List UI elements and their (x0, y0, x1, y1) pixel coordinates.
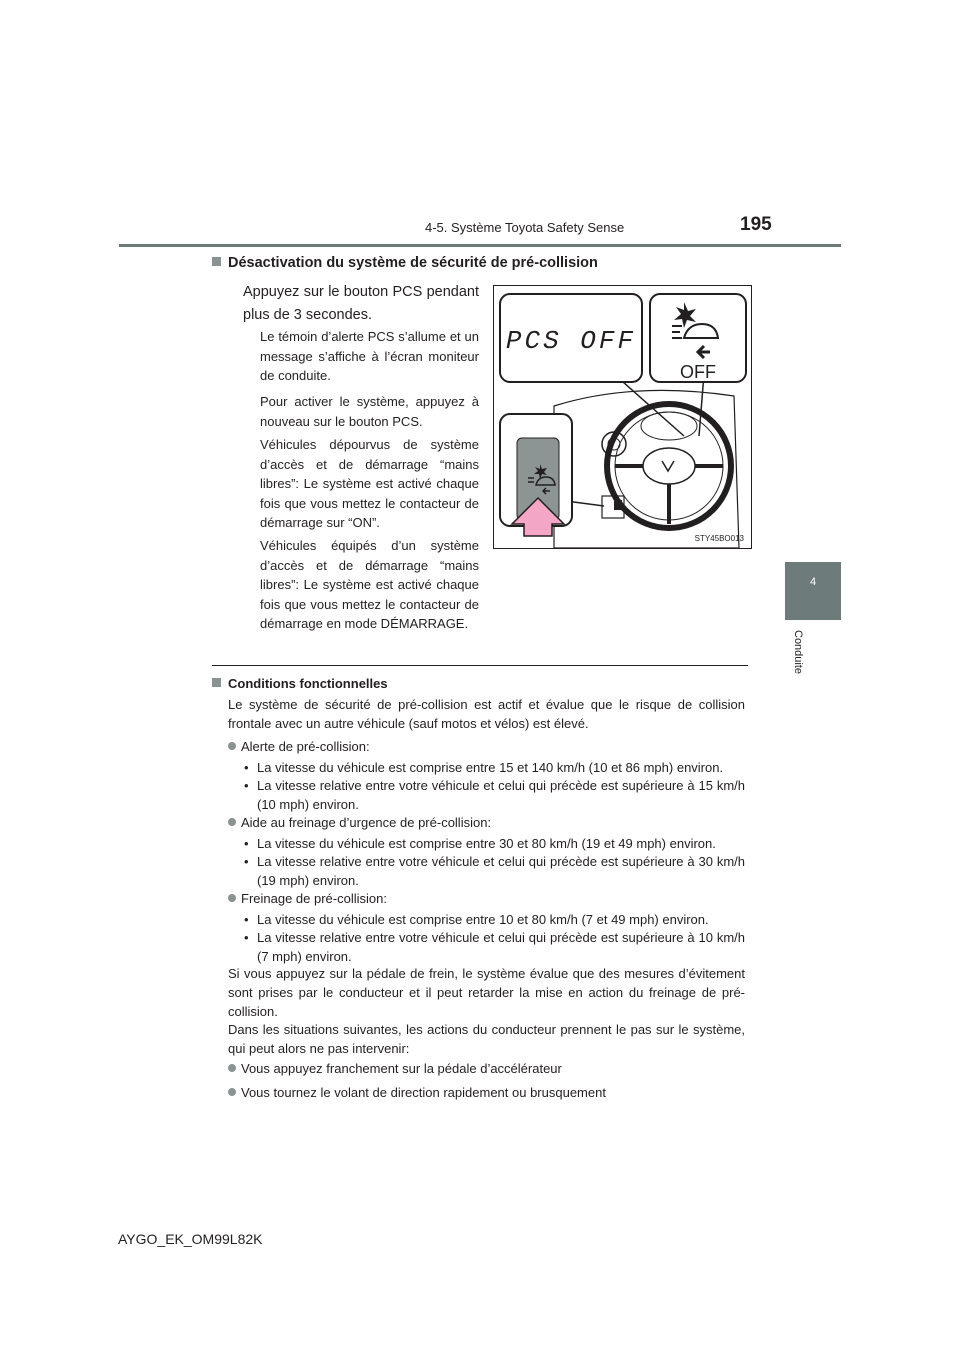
square-bullet-icon (212, 678, 221, 687)
list-item (228, 1059, 562, 1078)
bullet-text: Vous appuyez franchement sur la pédale d’accélérateur (241, 1061, 562, 1076)
dashboard-illustration (494, 286, 751, 548)
paragraph: Véhicules dépourvus de système d’accès et de démarrage “mains libres”: Le système est activé chaque fois que vous mettez le contacteur de démarrage sur “ON”. (260, 437, 479, 530)
chapter-label: Conduite (792, 630, 804, 675)
list-item: • La vitesse du véhicule est comprise entre 10 et 80 km/h (7 et 49 mph) environ. (244, 910, 745, 929)
square-bullet-icon (212, 257, 221, 266)
bullet-dot-icon (228, 742, 236, 750)
display-text: PCS OFF (505, 326, 637, 356)
list-item (228, 889, 387, 908)
list-item: • La vitesse relative entre votre véhicule et celui qui précède est supérieure à 10 km/h (7 mph) environ. (244, 930, 745, 964)
sub-item-text: La vitesse relative entre votre véhicule et celui qui précède est supérieure à 10 km/h (7 mph) environ. (257, 930, 745, 964)
brake-paragraph: Si vous appuyez sur la pédale de frein, le système évalue que des mesures d’évitement sont prises par le conducteur et il peut retarder la mise en action du freinage de pré-collision. (228, 966, 745, 1019)
footer-doc-code: AYGO_EK_OM99L82K (118, 1231, 263, 1247)
list-item (228, 737, 370, 756)
bullet-dot-icon (228, 1064, 236, 1072)
list-item: • La vitesse du véhicule est comprise entre 15 et 140 km/h (10 et 86 mph) environ. (244, 758, 745, 777)
section-heading (212, 255, 598, 271)
list-item (228, 813, 491, 832)
group-title: Alerte de pré-collision: (241, 739, 370, 754)
indicator-off-text: OFF (680, 362, 716, 382)
paragraph: Le témoin d’alerte PCS s’allume et un message s’affiche à l’écran moniteur de conduite. (260, 329, 479, 383)
bullet-dot-icon (228, 1088, 236, 1096)
section-divider (212, 665, 748, 666)
section-heading-text: Désactivation du système de sécurité de pré-collision (228, 255, 598, 271)
figure-code: STY45BO013 (694, 534, 744, 543)
situations-paragraph: Dans les situations suivantes, les actions du conducteur prennent le pas sur le système, qui peut alors ne pas intervenir: (228, 1022, 745, 1056)
paragraph: Pour activer le système, appuyez à nouveau sur le bouton PCS. (260, 394, 479, 429)
page-number: 195 (740, 214, 772, 235)
group-title: Aide au freinage d’urgence de pré-collision: (241, 815, 492, 830)
subsection-heading-text: Conditions fonctionnelles (228, 676, 388, 691)
list-item: • La vitesse relative entre votre véhicule et celui qui précède est supérieure à 30 km/h (19 mph) environ. (244, 854, 745, 888)
pcs-button-illustration (493, 285, 752, 549)
sub-item-text: La vitesse relative entre votre véhicule et celui qui précède est supérieure à 30 km/h (19 mph) environ. (257, 854, 745, 888)
lead-instruction: Appuyez sur le bouton PCS pendant plus de 3 secondes. (243, 284, 479, 323)
bullet-dot-icon (228, 894, 236, 902)
subsection-heading (212, 676, 388, 691)
list-item: • La vitesse relative entre votre véhicule et celui qui précède est supérieure à 15 km/h (10 mph) environ. (244, 778, 745, 812)
group-title: Freinage de pré-collision: (241, 891, 387, 906)
paragraph: Véhicules équipés d’un système d’accès et de démarrage “mains libres”: Le système est activé chaque fois que vous mettez le contacteur de démarrage en mode DÉMARRAGE. (260, 538, 479, 631)
sub-item-text: La vitesse du véhicule est comprise entre 30 et 80 km/h (19 et 49 mph) environ. (257, 836, 716, 851)
list-item: • La vitesse du véhicule est comprise entre 30 et 80 km/h (19 et 49 mph) environ. (244, 834, 745, 853)
sub-item-text: La vitesse du véhicule est comprise entre 10 et 80 km/h (7 et 49 mph) environ. (257, 912, 709, 927)
intro-paragraph: Le système de sécurité de pré-collision est actif et évalue que le risque de collision frontale avec un autre véhicule (sauf motos et vélos) est élevé. (228, 697, 745, 731)
header-divider (119, 244, 841, 247)
chapter-number: 4 (809, 576, 817, 588)
chapter-tab (785, 562, 841, 620)
sub-item-text: La vitesse du véhicule est comprise entre 15 et 140 km/h (10 et 86 mph) environ. (257, 760, 724, 775)
bullet-dot-icon (228, 818, 236, 826)
bullet-text: Vous tournez le volant de direction rapidement ou brusquement (241, 1085, 606, 1100)
sub-item-text: La vitesse relative entre votre véhicule et celui qui précède est supérieure à 15 km/h (10 mph) environ. (257, 778, 745, 812)
header-section-title: 4-5. Système Toyota Safety Sense (425, 220, 625, 235)
list-item (228, 1083, 606, 1102)
